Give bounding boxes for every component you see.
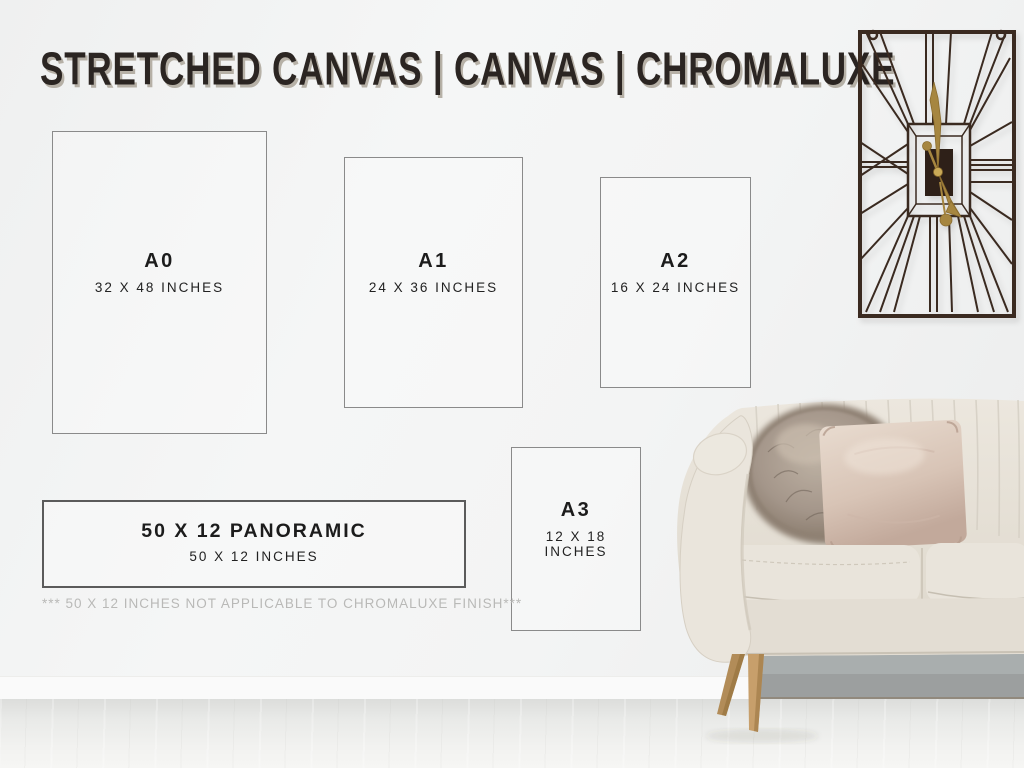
size-box-a0-text	[95, 250, 224, 295]
sofa-legs	[717, 654, 764, 732]
size-dimensions: 12 X 18 INCHES	[544, 529, 608, 559]
sofa-graphic	[656, 392, 1024, 768]
chromaluxe-disclaimer: *** 50 X 12 INCHES NOT APPLICABLE TO CHROMALUXE FINISH***	[42, 596, 523, 611]
size-box-a0	[52, 131, 267, 434]
wall-clock-graphic	[856, 24, 1018, 324]
size-box-a2	[600, 177, 751, 388]
size-dimensions: 32 X 48 INCHES	[94, 280, 225, 295]
page-title: STRETCHED CANVAS | CANVAS | CHROMALUXE	[40, 41, 896, 95]
size-label: A3	[560, 499, 592, 521]
velvet-pillow	[819, 419, 967, 551]
seat-cushions	[718, 543, 1024, 605]
size-label: A0	[144, 250, 175, 272]
size-box-a1	[344, 157, 523, 408]
size-dimensions: 50 X 12 INCHES	[189, 549, 319, 564]
size-label: A2	[660, 250, 691, 272]
size-box-panoramic-text	[141, 520, 366, 564]
size-label: 50 X 12 PANORAMIC	[141, 520, 367, 542]
size-box-a3-text	[512, 499, 640, 559]
size-box-a2-text	[611, 250, 740, 295]
size-dimensions: 24 X 36 INCHES	[368, 280, 499, 295]
size-box-a3	[511, 447, 641, 631]
size-label: A1	[418, 250, 449, 272]
size-box-panoramic	[42, 500, 466, 588]
size-dimensions: 16 X 24 INCHES	[610, 280, 741, 295]
size-box-a1-text	[369, 250, 498, 295]
